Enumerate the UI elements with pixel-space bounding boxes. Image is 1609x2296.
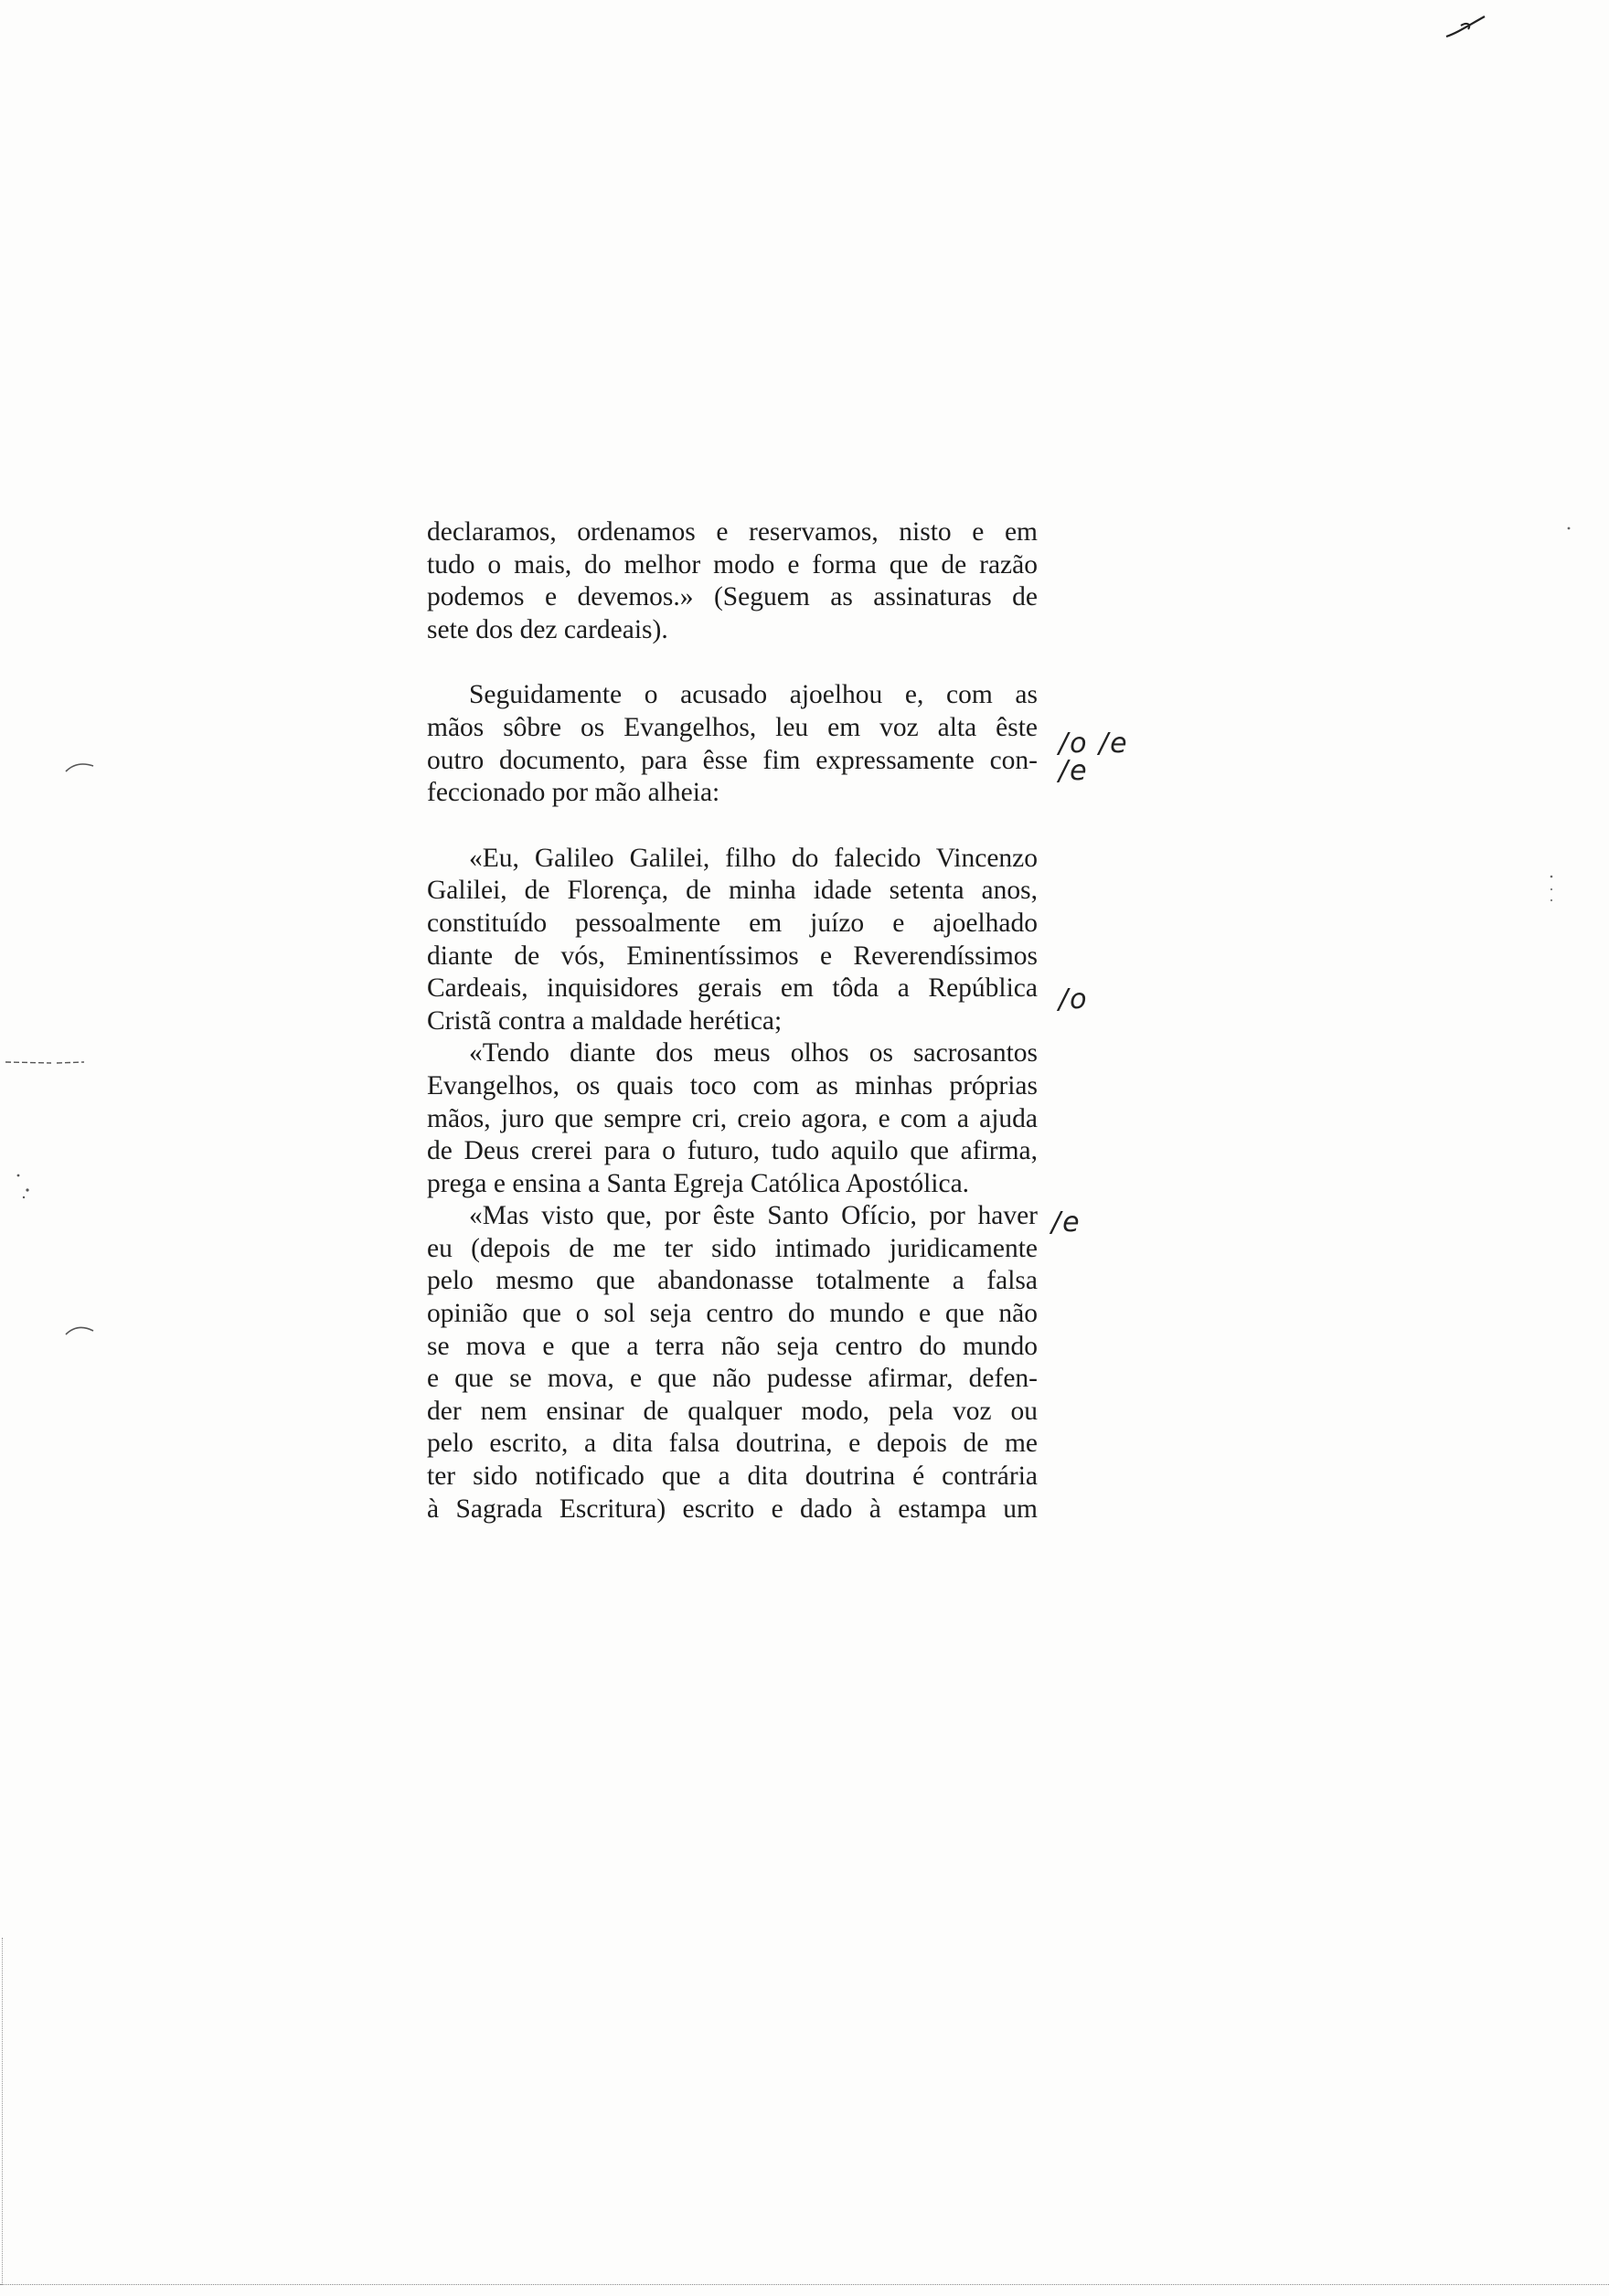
right-margin-scan-dots [1545,873,1558,909]
text-line: sete dos dez cardeais). [427,614,668,644]
text-line: feccionado por mão alheia: [427,778,720,808]
text-line: Evangelhos, os quais toco com as minhas próprias [427,1070,1038,1100]
left-margin-scan-mark-2 [64,1323,95,1336]
text-line: de Deus crerei para o futuro, tudo aquilo que afirma, [427,1136,1038,1166]
paragraph-3 [427,843,1038,1038]
bottom-scan-edge [0,2284,1609,2288]
text-line: «Eu, Galileo Galilei, filho do falecido Vincenzo [469,843,1038,873]
text-line: à Sagrada Escritura) escrito e dado à estampa um [427,1493,1038,1524]
text-line: der nem ensinar de qualquer modo, pela voz ou [427,1396,1038,1426]
paragraph-4 [427,1037,1038,1200]
text-line: Cardeais, inquisidores gerais em tôda a República [427,973,1038,1004]
text-line: eu (depois de me ter sido intimado juridicamente [427,1233,1038,1263]
text-line: mãos, juro que sempre cri, creio agora, e com a ajuda [427,1103,1038,1133]
page-corner-pen-mark [1444,13,1486,40]
body-text [427,516,1038,1525]
left-margin-scan-dots [13,1170,37,1203]
margin-note-correction: /o [1059,983,1089,1015]
text-line: declaramos, ordenamos e reservamos, nisto e em [427,517,1038,547]
text-line: mãos sôbre os Evangelhos, leu em voz alta êste [427,712,1038,742]
text-line: constituído pessoalmente em juízo e ajoelhado [427,908,1038,938]
text-line: opinião que o sol seja centro do mundo e que não [427,1299,1038,1329]
paragraph-5 [427,1200,1038,1525]
left-margin-scan-mark [64,760,95,773]
paragraph-gap [427,810,1038,843]
text-line: Galilei, de Florença, de minha idade setenta anos, [427,876,1038,906]
text-line: podemos e devemos.» (Seguem as assinaturas de [427,582,1038,612]
paragraph-1 [427,516,1038,646]
left-margin-scan-line [5,1058,86,1066]
left-scan-edge [2,1938,5,2285]
text-line: ter sido notificado que a dita doutrina é contrária [427,1462,1038,1492]
margin-note-correction: /e [1059,755,1089,787]
margin-note-correction: /o /e [1059,728,1129,760]
paragraph-gap [427,646,1038,679]
text-line: e que se mova, e que não pudesse afirmar, defen- [427,1364,1038,1394]
text-line: tudo o mais, do melhor modo e forma que de razão [427,549,1038,579]
text-line: pelo escrito, a dita falsa doutrina, e depois de me [427,1429,1038,1459]
text-line: Cristã contra a maldade herética; [427,1005,783,1036]
right-margin-scan-dot [1565,525,1572,532]
text-line: «Mas visto que, por êste Santo Ofício, por haver [469,1201,1038,1231]
text-line: pelo mesmo que abandonasse totalmente a falsa [427,1266,1038,1296]
margin-note-correction: /e [1051,1206,1082,1238]
text-line: Seguidamente o acusado ajoelhou e, com as [469,680,1038,710]
text-line: prega e ensina a Santa Egreja Católica Apostólica. [427,1168,970,1198]
text-line: «Tendo diante dos meus olhos os sacrosantos [469,1038,1038,1068]
text-line: outro documento, para êsse fim expressamente con- [427,745,1038,775]
paragraph-2 [427,679,1038,809]
text-line: se mova e que a terra não seja centro do mundo [427,1331,1038,1361]
text-line: diante de vós, Eminentíssimos e Reverendíssimos [427,941,1038,971]
